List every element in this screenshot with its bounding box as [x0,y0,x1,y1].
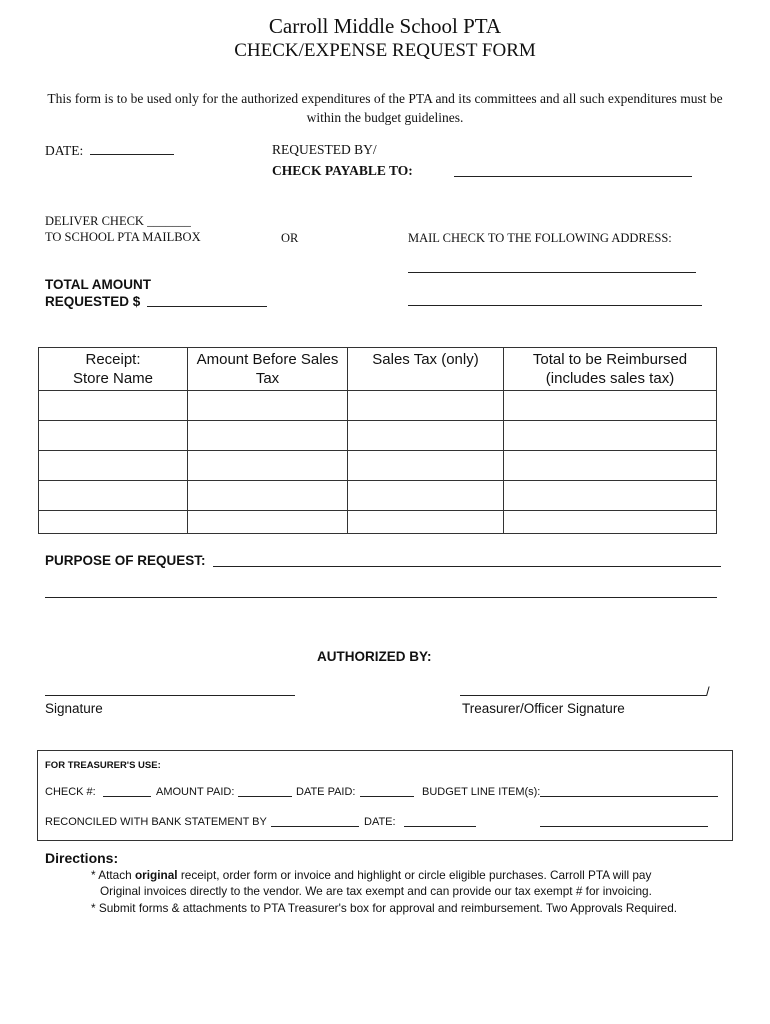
header-sales-tax-text: Sales Tax (only) [372,351,479,368]
amount-paid-field[interactable] [238,796,292,797]
directions-item-2: * Submit forms & attachments to PTA Treasurer's box for approval and reimbursement. Two Approvals Required. [91,901,678,915]
table-cell[interactable] [504,391,717,421]
deliver-check-label[interactable]: DELIVER CHECK _______ [45,214,191,228]
signature-slash: / [706,684,710,699]
total-amount-label: TOTAL AMOUNT [45,277,151,292]
table-cell[interactable] [348,421,504,451]
header-total-reimbursed [504,348,717,391]
date-paid-field[interactable] [360,796,414,797]
header-store-name [39,348,188,391]
table-cell[interactable] [504,451,717,481]
table-cell[interactable] [348,451,504,481]
to-mailbox-label: TO SCHOOL PTA MAILBOX [45,230,201,244]
table-cell[interactable] [504,481,717,511]
table-cell[interactable] [188,511,348,534]
table-row [39,421,717,451]
address-line-2[interactable] [408,305,702,306]
table-cell[interactable] [39,451,188,481]
table-cell[interactable] [188,391,348,421]
table-row [39,451,717,481]
budget-line-field[interactable] [540,796,718,797]
table-cell[interactable] [188,451,348,481]
header-amount-before-tax [188,348,348,391]
amount-paid-label: AMOUNT PAID: [156,786,235,798]
header-amount-before-tax-text: Amount Before Sales Tax [196,351,339,387]
treasurer-signature-line[interactable] [460,695,706,696]
amount-field[interactable] [147,306,267,307]
signature-line[interactable] [45,695,295,696]
directions-item-1-emphasis: original [134,868,178,882]
header-total-reimbursed-text: Total to be Reimbursed (includes sales tax) [532,351,688,387]
school-name: Carroll Middle School PTA [268,14,502,38]
reconciled-extra-field[interactable] [540,826,708,827]
directions-item-1 [91,868,651,882]
reconciled-label: RECONCILED WITH BANK STATEMENT BY [45,816,267,828]
reconciled-field[interactable] [271,826,359,827]
requested-amount-label: REQUESTED $ [45,294,141,309]
purpose-label: PURPOSE OF REQUEST: [45,553,206,568]
check-payable-label: CHECK PAYABLE TO: [272,163,413,178]
table-cell[interactable] [188,481,348,511]
check-number-field[interactable] [103,796,151,797]
table-cell[interactable] [504,421,717,451]
table-cell[interactable] [39,421,188,451]
date-paid-label: DATE PAID: [296,786,356,798]
signature-label: Signature [45,701,103,716]
table-row [39,511,717,534]
date-field[interactable] [90,154,174,155]
table-row [39,391,717,421]
reconciled-date-label: DATE: [364,816,396,828]
table-cell[interactable] [39,481,188,511]
table-row [39,481,717,511]
table-header-row [39,348,717,391]
mail-check-label: MAIL CHECK TO THE FOLLOWING ADDRESS: [408,231,672,245]
requested-by-label: REQUESTED BY/ [272,142,377,157]
table-cell[interactable] [39,511,188,534]
check-number-label: CHECK #: [45,786,96,798]
table-cell[interactable] [348,511,504,534]
table-cell[interactable] [348,391,504,421]
or-label: OR [281,231,299,245]
directions-item-1-rest: receipt, order form or invoice and highlight or circle eligible purchases. Carroll PTA will pay [177,868,652,882]
header-sales-tax [348,348,504,391]
purpose-line-2[interactable] [45,597,717,598]
date-label: DATE: [45,143,84,158]
table-cell[interactable] [39,391,188,421]
directions-item-1-prefix: * Attach [91,868,135,882]
address-line-1[interactable] [408,272,696,273]
directions-heading: Directions: [45,850,119,866]
authorized-by-label: AUTHORIZED BY: [317,649,432,664]
form-title: CHECK/EXPENSE REQUEST FORM [234,40,536,61]
check-payable-field[interactable] [454,176,692,177]
treasurer-use-heading: FOR TREASURER'S USE: [45,760,161,771]
table-cell[interactable] [504,511,717,534]
receipts-table [38,347,717,534]
reconciled-date-field[interactable] [404,826,476,827]
directions-item-1-continued: Original invoices directly to the vendor. We are tax exempt and can provide our tax exempt # for invoicing. [100,884,652,898]
purpose-line-1[interactable] [213,566,721,567]
budget-line-label: BUDGET LINE ITEM(s): [422,786,541,798]
table-cell[interactable] [348,481,504,511]
treasurer-signature-label: Treasurer/Officer Signature [462,701,625,716]
table-cell[interactable] [188,421,348,451]
intro-text: This form is to be used only for the authorized expenditures of the PTA and its committees and all such expenditures must be within the budget guidelines. [47,91,723,125]
header-store-name-text: Receipt: Store Name [72,351,154,387]
